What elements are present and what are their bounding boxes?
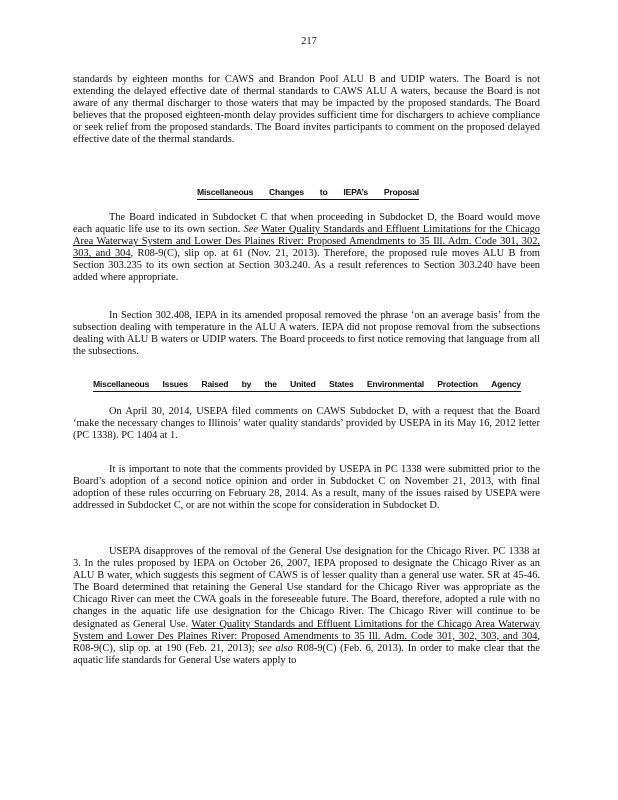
paragraph-section-302-408: In Section 302.408, IEPA in its amended proposal removed the phrase ‘on an average basis’ from the subsection dealing with temperature in the ALU A waters. IEPA did not propose removal from the subsections dealing with ALU B waters or UDIP waters. The Board proceeds to first notice removing that language from all the subsections.	[73, 310, 540, 358]
section-heading-usepa-issues	[93, 378, 521, 392]
paragraph-alu-sections	[73, 212, 540, 285]
heading-word: Protection	[437, 378, 478, 389]
heading-word: Raised	[201, 378, 229, 389]
paragraph-text: R08-9(C) (Feb. 6, 2013). In order to make clear that the aquatic life standards for General Use waters apply to	[73, 642, 540, 666]
page-number: 217	[301, 36, 317, 47]
paragraph-comment-timing: It is important to note that the comments provided by USEPA in PC 1338 were submitted prior to the Board’s adoption of a second notice opinion and order in Subdocket C on November 21, 2013, with final adoption of these rules occurring on February 28, 2014. As a result, many of the issues raised by USEPA were addressed in Subdocket C, or are not within the scope for consideration in Subdocket D.	[73, 464, 540, 512]
paragraph-text: , R08-9(C), slip op. at 61 (Nov. 21, 2013). Therefore, the proposed rule moves ALU B from Section 303.235 to its own section at Section 303.240. As a result references to Section 303.240 have been added where appropriate.	[73, 248, 541, 284]
heading-word: United	[290, 378, 316, 389]
paragraph-general-use	[73, 546, 540, 667]
heading-word: Changes	[269, 186, 304, 197]
case-citation: Water Quality Standards and Effluent Limitations for the Chicago Area Waterway System and Lower Des Plaines River: Proposed Amendments to 35 Ill. Adm. Code 301, 302, 303, and 304	[73, 224, 541, 260]
heading-word: States	[328, 378, 354, 389]
heading-word: the	[264, 378, 277, 389]
heading-word: Miscellaneous	[197, 186, 254, 197]
section-heading-miscellaneous-changes	[197, 186, 419, 200]
paragraph-text: USEPA disapproves of the removal of the General Use designation for the Chicago River. PC 1338 at 3. In the rules proposed by IEPA on October 26, 2007, IEPA proposed to designate the Chicago River as an ALU B water, which suggests this segment of CAWS is of lesser quality than a general use water. SR at 45-46. The Board determined that retaining the General Use standard for the Chicago River was appropriate as the Chicago River can meet the CWA goals in the foreseeable future. The Board, therefore, adopted a rule with no changes in the aquatic life use designation for the Chicago River. The Chicago River will continue to be designated as General Use.	[73, 546, 540, 630]
heading-word: to	[319, 186, 328, 197]
paragraph-text: The Board indicated in Subdocket C that when proceeding in Subdocket D, the Board would move each aquatic life use to its own section.	[73, 212, 540, 236]
see-also-signal: see also	[258, 642, 293, 654]
paragraph-text: , R08-9(C), slip op. at 190 (Feb. 21, 2013);	[73, 630, 540, 654]
heading-word: Issues	[162, 378, 189, 389]
case-citation: Water Quality Standards and Effluent Limitations for the Chicago Area Waterway System and Lower Des Plaines River: Proposed Amendments to 35 Ill. Adm. Code 301, 302, 303, and 304	[73, 618, 540, 642]
heading-word: by	[241, 378, 252, 389]
paragraph-thermal-delay: standards by eighteen months for CAWS and Brandon Pool ALU B and UDIP waters. The Board is not extending the delayed effective date of thermal standards to CAWS ALU A waters, because the Board is not aware of any thermal discharger to those waters that may be impacted by the proposed standards. The Board believes that the proposed eighteen-month delay provides sufficient time for dischargers to achieve compliance or seek relief from the proposed standards. The Board invites participants to comment on the proposed delayed effective date of the thermal standards.	[73, 74, 540, 146]
heading-word: Miscellaneous	[93, 378, 150, 389]
heading-word: Environmental	[366, 378, 424, 389]
heading-word: Agency	[491, 378, 521, 389]
heading-word: Proposal	[383, 186, 419, 197]
see-signal: See	[243, 224, 259, 236]
paragraph-usepa-comments: On April 30, 2014, USEPA filed comments on CAWS Subdocket D, with a request that the Board ‘make the necessary changes to Illinois’ water quality standards’ provided by USEPA in its May 16, 2012 letter (PC 1338). PC 1404 at 1.	[73, 406, 540, 442]
heading-word: IEPA’s	[343, 186, 368, 197]
